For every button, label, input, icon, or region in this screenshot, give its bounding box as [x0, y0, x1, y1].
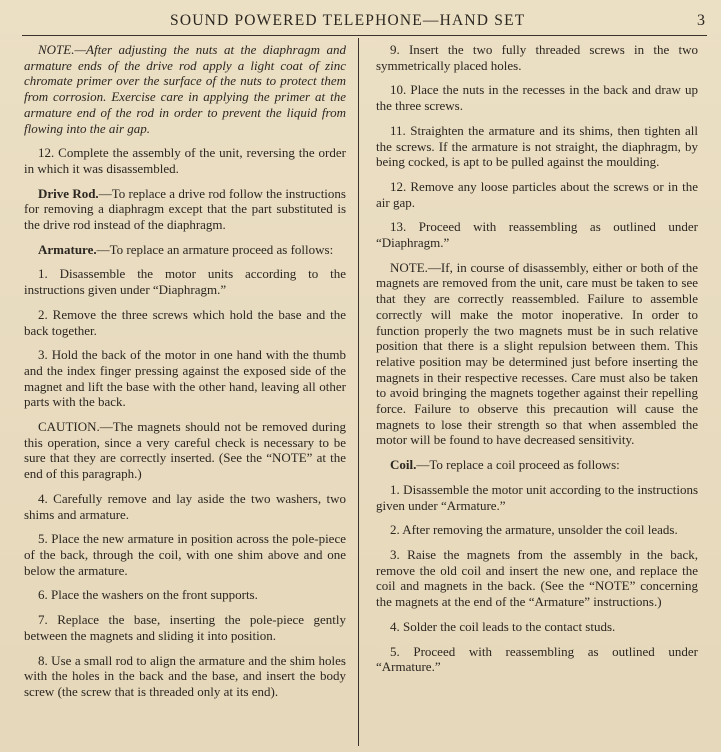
- armature-step-2: 2. Remove the three screws which hold the base and the back together.: [24, 306, 346, 338]
- coil-step-5: 5. Proceed with reassembling as outlined under “Armature.”: [376, 643, 698, 675]
- step-12-paragraph: 12. Complete the assembly of the unit, reversing the order in which it was disassembled.: [24, 145, 346, 176]
- armature-step-7: 7. Replace the base, inserting the pole-piece gently between the magnets and sliding it into position.: [24, 612, 346, 643]
- coil-heading: Coil.: [390, 457, 417, 473]
- armature-step-10: 10. Place the nuts in the recesses in the back and draw up the three screws.: [376, 82, 698, 114]
- armature-step-5: 5. Place the new armature in position across the pole-piece of the back, through the coil, with one shim above and one below the armature.: [24, 531, 346, 578]
- armature-paragraph: [24, 242, 346, 258]
- coil-step-3: 3. Raise the magnets from the assembly in the back, remove the old coil and insert the new one, and replace the coil and magnets in the back. (See the “NOTE” concerning the magnets at the end of the “Armature” instructions.): [376, 546, 698, 610]
- armature-step-1: 1. Disassemble the motor units according to the instructions given under “Diaphragm.”: [24, 266, 346, 298]
- coil-text: —To replace a coil proceed as follows:: [416, 457, 620, 473]
- left-column: [24, 42, 346, 709]
- armature-step-9: 9. Insert the two fully threaded screws in the two symmetrically placed holes.: [376, 42, 698, 73]
- armature-step-8: 8. Use a small rod to align the armature and the shim holes with the holes in the back and the base, and insert the body screw (the screw that is threaded only at its end).: [24, 652, 346, 699]
- coil-step-4: 4. Solder the coil leads to the contact studs.: [390, 618, 616, 634]
- page-number: 3: [697, 12, 705, 29]
- coil-step-1: 1. Disassemble the motor unit according to the instructions given under “Armature.”: [376, 481, 698, 513]
- armature-step-6: 6. Place the washers on the front supports.: [38, 587, 258, 603]
- armature-step-4: 4. Carefully remove and lay aside the two washers, two shims and armature.: [24, 490, 346, 522]
- coil-step-2: 2. After removing the armature, unsolder the coil leads.: [390, 522, 678, 538]
- caution-paragraph: CAUTION.—The magnets should not be removed during this operation, since a very careful check is necessary to be sure that they are correctly inserted. (See the “NOTE” at the end of this paragraph.): [24, 419, 346, 482]
- coil-paragraph: [376, 457, 698, 473]
- note-magnets-paragraph: NOTE.—If, in course of disassembly, either or both of the magnets are removed from the unit, care must be taken to see that they are correctly reassembled. Failure to assemble correctly will make the motor inoperative. In order to function properly the two magnets must be in such relative position that there is a slight repulsion between them. This relative position may be determined just before inserting the magnets in their respective recesses. Care must also be taken to avoid bringing the magnets together against their repelling force. Failure to observe this precaution will cause the magnets to lose their strength so that when assembled the motor will be found to have decreased sensitivity.: [376, 259, 698, 448]
- note-primer-paragraph: NOTE.—After adjusting the nuts at the diaphragm and armature ends of the drive rod apply a light coat of zinc chromate primer over the surface of the nuts to protect them from corrosion. Exercise care in applying the primer at the armature end of the rod in order to prevent the liquid from flowing into the air gap.: [24, 42, 346, 136]
- armature-step-3: 3. Hold the back of the motor in one hand with the thumb and the index finger pressing against the exposed side of the magnet and lift the base with the other hand, leaving all other parts with the back.: [24, 347, 346, 410]
- header-rule: [22, 35, 707, 36]
- column-divider: [358, 38, 359, 746]
- armature-text: —To replace an armature proceed as follows:: [96, 241, 334, 257]
- armature-step-11: 11. Straighten the armature and its shims, then tighten all the screws. If the armature is not straight, the diaphragm, by being cocked, is apt to be pulled against the moulding.: [376, 122, 698, 170]
- armature-step-12: 12. Remove any loose particles about the screws or in the air gap.: [376, 178, 698, 210]
- drive-rod-paragraph: [24, 186, 346, 233]
- drive-rod-text: —To replace a drive rod follow the instructions for removing a diaphragm except that the part substituted is the drive rod instead of the diaphragm.: [24, 185, 346, 233]
- right-column: [376, 42, 698, 684]
- armature-heading: Armature.: [38, 241, 97, 257]
- drive-rod-heading: Drive Rod.: [38, 185, 99, 201]
- running-title: SOUND POWERED TELEPHONE—HAND SET: [170, 12, 526, 29]
- armature-step-13: 13. Proceed with reassembling as outlined under “Diaphragm.”: [376, 219, 698, 251]
- running-head: [0, 8, 721, 36]
